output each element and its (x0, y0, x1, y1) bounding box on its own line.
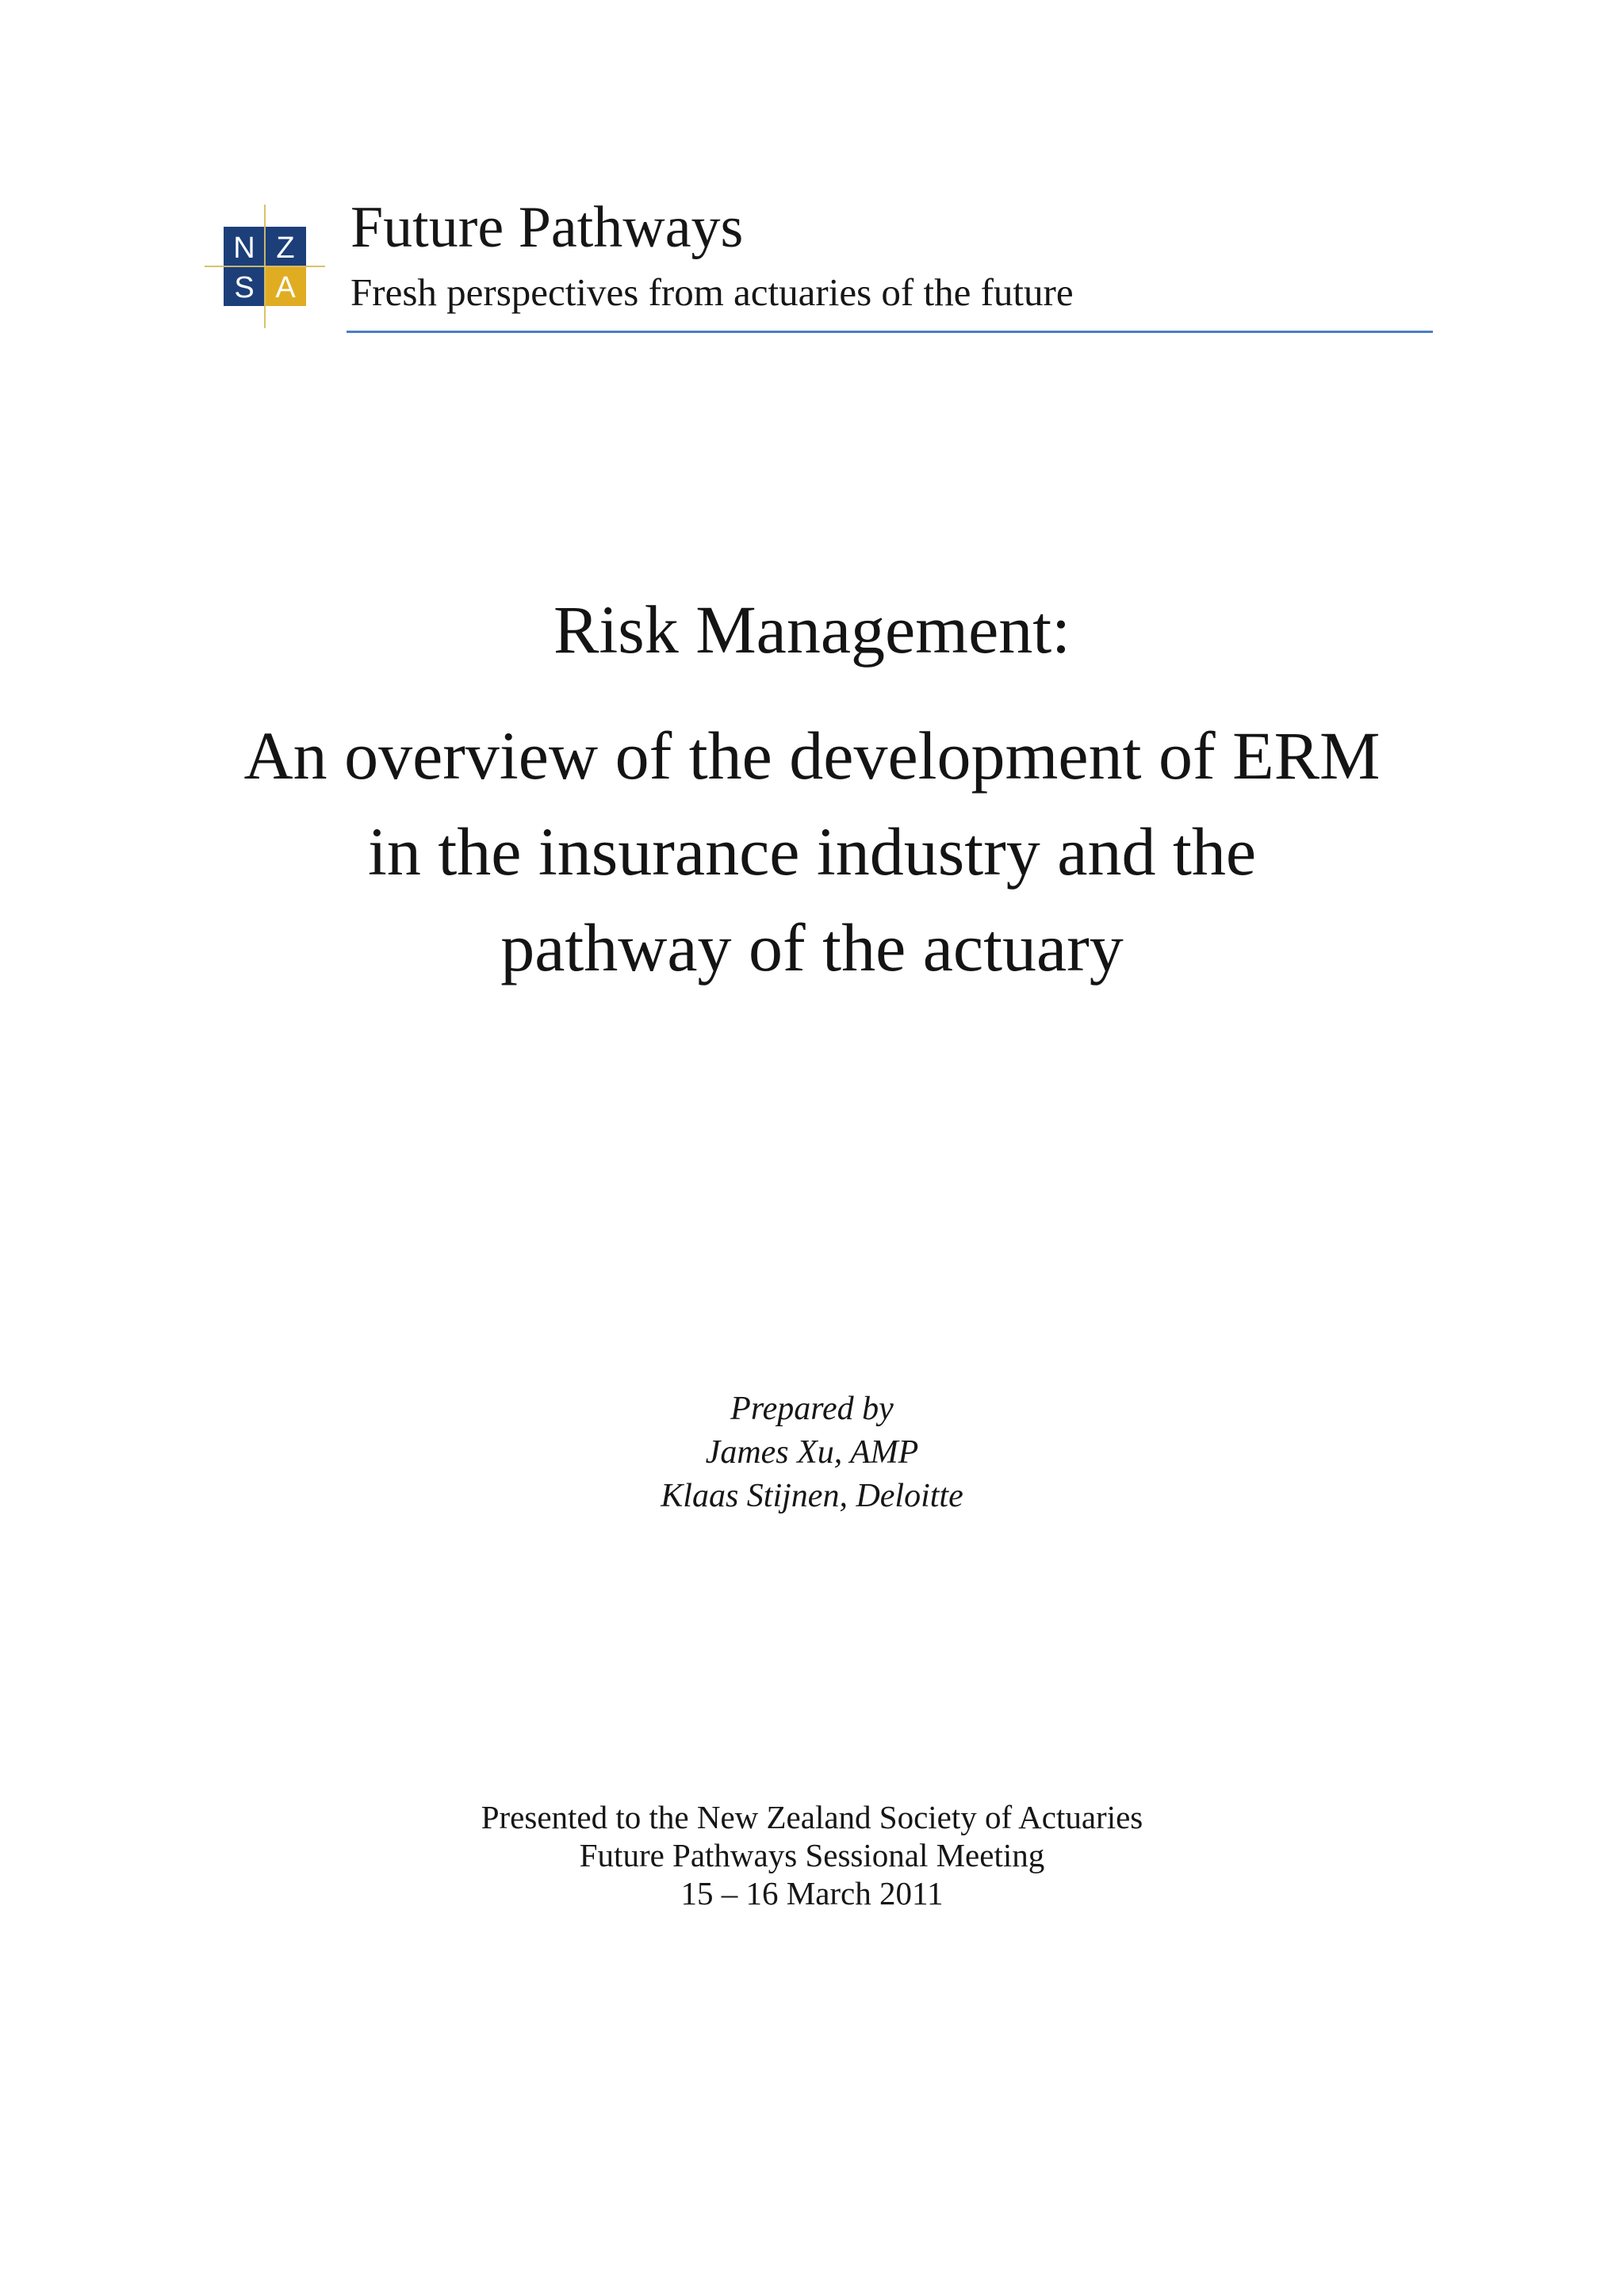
document-title: Risk Management: (553, 591, 1071, 668)
presentation-line: Presented to the New Zealand Society of Actuaries (481, 1799, 1143, 1835)
header-subtitle: Fresh perspectives from actuaries of the future (350, 270, 1074, 314)
author: Klaas Stijnen, Deloitte (661, 1478, 963, 1514)
presentation-details (0, 1798, 1624, 1912)
prepared-by-label: Prepared by (730, 1391, 894, 1427)
presentation-line: Future Pathways Sessional Meeting (579, 1837, 1045, 1873)
header-title: Future Pathways (350, 195, 744, 260)
presentation-date: 15 – 16 March 2011 (680, 1875, 944, 1911)
nzsa-logo (205, 205, 325, 328)
nzsa-logo-mark (205, 205, 325, 328)
logo-letter-s: S (234, 271, 255, 304)
document-subtitle-line: An overview of the development of ERM (243, 718, 1381, 794)
prepared-by (0, 1387, 1624, 1518)
logo-letter-n: N (233, 232, 255, 265)
document-subtitle-line: pathway of the actuary (500, 909, 1124, 985)
author: James Xu, AMP (705, 1434, 919, 1471)
logo-letter-a: A (275, 271, 296, 304)
logo-letter-z: Z (276, 232, 295, 265)
document-subtitle (0, 708, 1624, 996)
document-subtitle-line: in the insurance industry and the (367, 813, 1257, 890)
header-rule (347, 331, 1433, 333)
